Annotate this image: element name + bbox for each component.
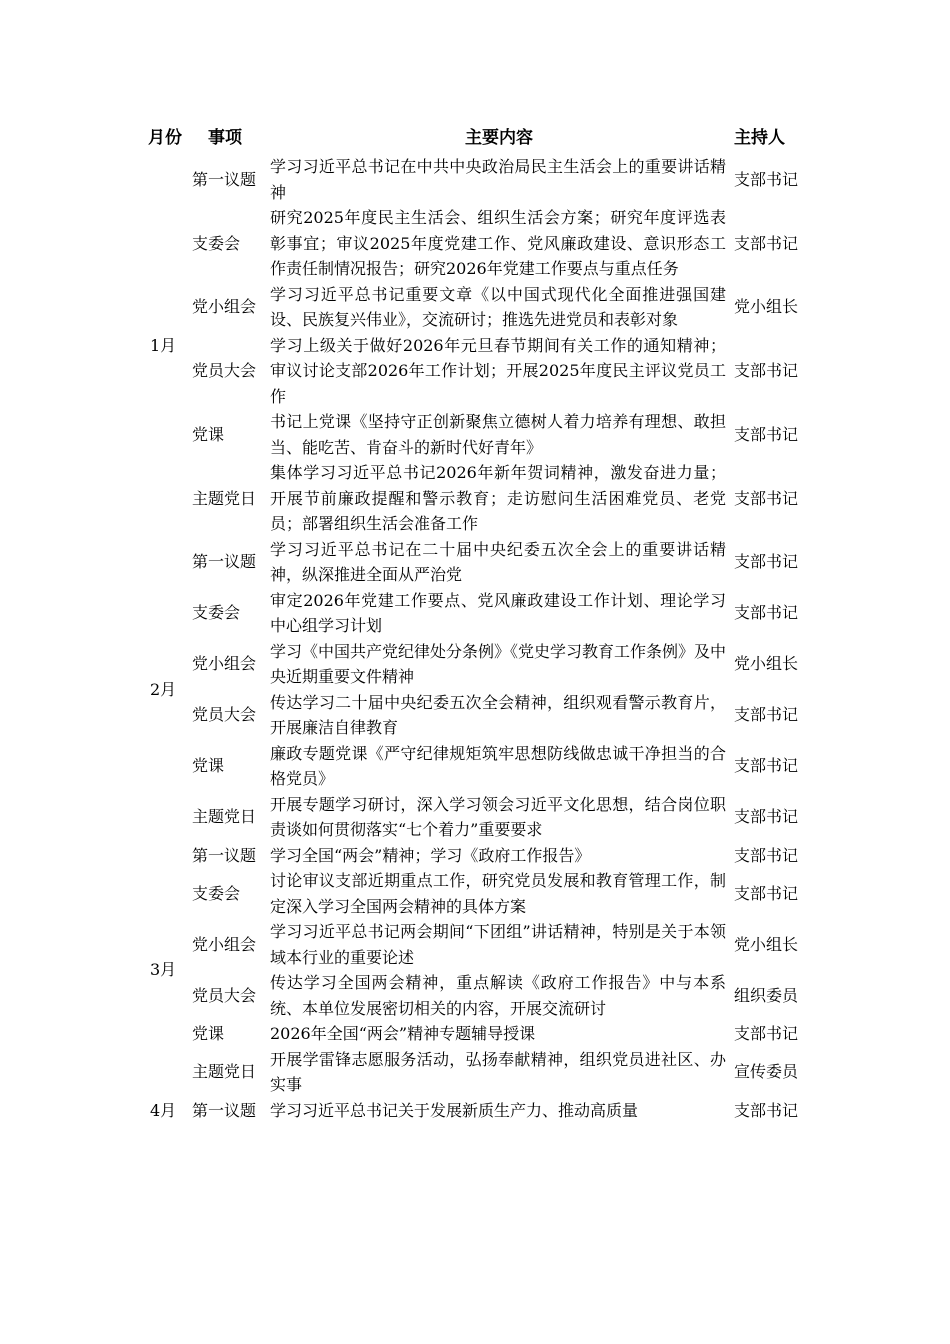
content-cell: 研究2025年度民主生活会、组织生活会方案；研究年度评选表彰事宜；审议2025年度党建工作、党风廉政建设、意识形态工作责任制情况报告；研究2026年党建工作要点与重点任务 bbox=[270, 208, 726, 278]
content-cell: 学习习近平总书记关于发展新质生产力、推动高质量 bbox=[270, 1100, 639, 1120]
table-row bbox=[146, 205, 816, 282]
document-page bbox=[146, 122, 816, 1123]
item-cell: 党员大会 bbox=[192, 985, 257, 1005]
table-row bbox=[146, 741, 816, 792]
table-row bbox=[146, 792, 816, 843]
table-row bbox=[146, 460, 816, 537]
item-cell: 支委会 bbox=[192, 603, 241, 623]
host-cell: 支部书记 bbox=[734, 552, 799, 572]
header-content: 主要内容 bbox=[465, 128, 533, 148]
header-item: 事项 bbox=[208, 128, 242, 148]
item-cell: 党小组会 bbox=[192, 654, 257, 674]
item-cell: 党课 bbox=[192, 1024, 225, 1043]
item-cell: 第一议题 bbox=[192, 845, 257, 865]
table-row bbox=[146, 639, 816, 690]
content-cell: 学习全国“两会”精神；学习《政府工作报告》 bbox=[270, 845, 591, 865]
host-cell: 支部书记 bbox=[734, 169, 799, 189]
table-row bbox=[146, 919, 816, 970]
host-cell: 支部书记 bbox=[734, 1024, 799, 1043]
host-cell: 组织委员 bbox=[734, 985, 799, 1005]
content-cell: 开展学雷锋志愿服务活动，弘扬奉献精神，组织党员进社区、办实事 bbox=[270, 1049, 726, 1094]
table-body bbox=[146, 154, 816, 1123]
month-cell: 1月 bbox=[150, 335, 177, 355]
item-cell: 第一议题 bbox=[192, 552, 257, 572]
item-cell: 支委会 bbox=[192, 883, 241, 903]
content-cell: 审定2026年党建工作要点、党风廉政建设工作计划、理论学习中心组学习计划 bbox=[270, 590, 726, 635]
item-cell: 主题党日 bbox=[192, 488, 257, 508]
host-cell: 党小组长 bbox=[734, 297, 799, 317]
content-cell: 传达学习二十届中央纪委五次全会精神，组织观看警示教育片，开展廉洁自律教育 bbox=[270, 692, 726, 737]
header-month: 月份 bbox=[148, 128, 182, 148]
item-cell: 党员大会 bbox=[192, 705, 257, 725]
host-cell: 支部书记 bbox=[734, 807, 799, 827]
content-cell: 集体学习习近平总书记2026年新年贺词精神，激发奋进力量；开展节前廉政提醒和警示教育；走访慰问生活困难党员、老党员；部署组织生活会准备工作 bbox=[270, 463, 726, 533]
table-header-row bbox=[146, 122, 816, 154]
content-cell: 2026年全国“两会”精神专题辅导授课 bbox=[270, 1024, 536, 1043]
table-row bbox=[146, 588, 816, 639]
item-cell: 主题党日 bbox=[192, 807, 257, 827]
item-cell: 党员大会 bbox=[192, 361, 257, 380]
item-cell: 主题党日 bbox=[192, 1062, 257, 1082]
table-row bbox=[146, 333, 816, 410]
host-cell: 支部书记 bbox=[734, 488, 799, 508]
content-cell: 开展专题学习研讨，深入学习领会习近平文化思想，结合岗位职责谈如何贯彻落实“七个着力”重要要求 bbox=[270, 794, 726, 839]
table-row bbox=[146, 154, 816, 205]
content-cell: 学习习近平总书记在二十届中央纪委五次全会上的重要讲话精神，纵深推进全面从严治党 bbox=[270, 539, 726, 584]
host-cell: 支部书记 bbox=[734, 424, 799, 444]
host-cell: 支部书记 bbox=[734, 845, 799, 865]
item-cell: 支委会 bbox=[192, 233, 241, 253]
content-cell: 传达学习全国两会精神，重点解读《政府工作报告》中与本系统、本单位发展密切相关的内容，开展交流研讨 bbox=[270, 973, 726, 1018]
content-cell: 学习《中国共产党纪律处分条例》《党史学习教育工作条例》及中央近期重要文件精神 bbox=[270, 641, 727, 686]
table-row bbox=[146, 537, 816, 588]
table-row bbox=[146, 1047, 816, 1098]
item-cell: 党小组会 bbox=[192, 297, 257, 317]
table-row bbox=[146, 970, 816, 1021]
content-cell: 学习习近平总书记在中共中央政治局民主生活会上的重要讲话精神 bbox=[270, 157, 726, 202]
item-cell: 党课 bbox=[192, 756, 225, 776]
header-host: 主持人 bbox=[734, 128, 785, 148]
table-row bbox=[146, 690, 816, 741]
host-cell: 支部书记 bbox=[734, 756, 799, 776]
content-cell: 学习上级关于做好2026年元旦春节期间有关工作的通知精神；审议讨论支部2026年工作计划；开展2025年度民主评议党员工作 bbox=[270, 335, 726, 406]
content-cell: 学习习近平总书记两会期间“下团组”讲话精神，特别是关于本领域本行业的重要论述 bbox=[270, 922, 726, 967]
item-cell: 党课 bbox=[192, 424, 225, 444]
host-cell: 支部书记 bbox=[734, 1100, 799, 1120]
host-cell: 支部书记 bbox=[734, 705, 799, 725]
host-cell: 支部书记 bbox=[734, 883, 799, 903]
item-cell: 第一议题 bbox=[192, 169, 257, 189]
host-cell: 党小组长 bbox=[734, 654, 799, 674]
month-cell: 2月 bbox=[150, 679, 177, 699]
host-cell: 支部书记 bbox=[734, 603, 799, 623]
content-cell: 讨论审议支部近期重点工作，研究党员发展和教育管理工作，制定深入学习全国两会精神的具体方案 bbox=[270, 871, 726, 916]
table-row bbox=[146, 282, 816, 333]
table-row bbox=[146, 843, 816, 869]
content-cell: 学习习近平总书记重要文章《以中国式现代化全面推进强国建设、民族复兴伟业》，交流研讨；推选先进党员和表彰对象 bbox=[270, 284, 726, 329]
table-row bbox=[146, 409, 816, 460]
content-cell: 书记上党课《坚持守正创新聚焦立德树人着力培养有理想、敢担当、能吃苦、肯奋斗的新时代好青年》 bbox=[270, 412, 726, 457]
host-cell: 党小组长 bbox=[734, 934, 799, 954]
work-plan-table bbox=[146, 122, 816, 1123]
month-cell: 3月 bbox=[150, 960, 177, 980]
host-cell: 宣传委员 bbox=[734, 1062, 799, 1082]
host-cell: 支部书记 bbox=[734, 233, 799, 253]
table-row bbox=[146, 868, 816, 919]
content-cell: 廉政专题党课《严守纪律规矩筑牢思想防线做忠诚干净担当的合格党员》 bbox=[270, 743, 726, 788]
month-cell: 4月 bbox=[150, 1100, 177, 1120]
table-row bbox=[146, 1098, 816, 1124]
host-cell: 支部书记 bbox=[734, 361, 799, 380]
item-cell: 第一议题 bbox=[192, 1100, 257, 1120]
table-row bbox=[146, 1021, 816, 1047]
item-cell: 党小组会 bbox=[192, 934, 257, 954]
